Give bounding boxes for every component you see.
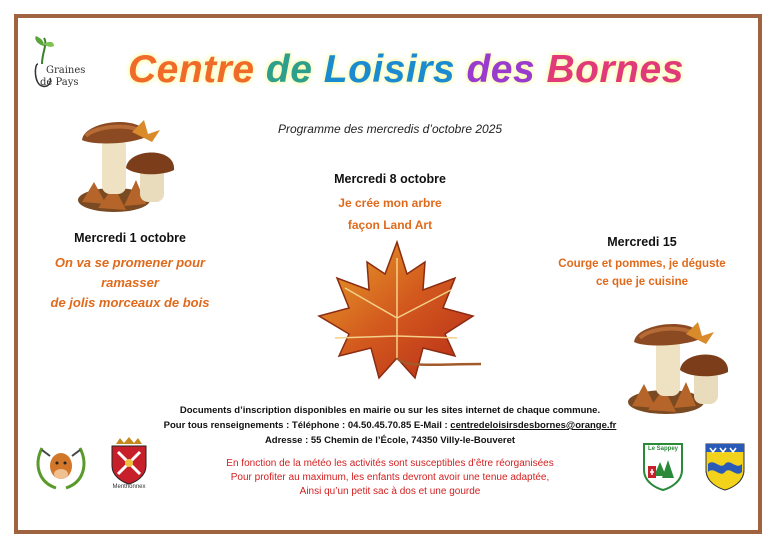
notice-line: En fonction de la météo les activités sont susceptibles d’être réorganisées — [226, 458, 554, 469]
logo-line2: de Pays — [40, 77, 79, 88]
title-word-4: des — [466, 48, 536, 91]
left-day-heading: Mercredi 1 octobre — [74, 231, 186, 245]
center-activity-line: Je crée mon arbre — [338, 196, 442, 210]
page-title — [128, 48, 688, 92]
info-line-1: Documents d’inscription disponibles en mairie ou sur les sites internet de chaque commune. — [179, 405, 601, 416]
logo-line1: Graines — [46, 65, 86, 76]
notice-line: Ainsi qu’un petit sac à dos et une gourde — [299, 486, 481, 497]
mushroom-illustration-left — [74, 112, 184, 217]
graines-de-pays-logo — [32, 34, 102, 94]
title-word-3: Loisirs — [323, 48, 456, 91]
shield-wave-icon — [702, 440, 748, 492]
sappey-label: Le Sappey — [647, 446, 678, 452]
mushroom-illustration-right — [626, 312, 736, 417]
right-day-heading: Mercredi 15 — [607, 235, 677, 249]
maple-leaf-illustration — [305, 238, 485, 400]
center-activity-line: façon Land Art — [347, 218, 433, 232]
left-activity-line: On va se promener pour — [54, 255, 206, 270]
crest-label: Menthonnex — [112, 484, 146, 490]
cow-laurel-logo — [34, 438, 88, 492]
title-word-1: Centre — [128, 48, 255, 91]
left-activity — [30, 253, 230, 313]
email-link[interactable]: centredeloisirsdesbornes@orange.fr — [450, 420, 617, 431]
info-line-3: Adresse : 55 Chemin de l’École, 74350 Villy-le-Bouveret — [264, 435, 516, 446]
shield-crest-icon — [106, 436, 152, 486]
left-activity-line: de jolis morceaux de bois — [50, 295, 210, 310]
mushroom-icon — [626, 312, 736, 417]
center-activity — [290, 192, 490, 236]
maple-leaf-icon — [305, 238, 485, 400]
info-contact: Pour tous renseignements : Téléphone : 04.50.45.70.85 E-Mail : — [163, 420, 451, 431]
cow-head-icon — [34, 438, 88, 492]
title-word-5: Bornes — [546, 48, 684, 91]
right-activity-line: Courge et pommes, je déguste — [558, 258, 726, 270]
notice-line: Pour profiter au maximum, les enfants devront avoir une tenue adaptée, — [230, 472, 550, 483]
menthonnex-crest-logo — [106, 436, 152, 494]
right-activity — [536, 255, 748, 291]
title-word-2: de — [265, 48, 313, 91]
left-activity-line: ramasser — [101, 275, 159, 290]
villy-crest-logo — [702, 440, 748, 492]
mushroom-icon — [74, 112, 184, 217]
sappey-logo — [640, 440, 686, 492]
info-line-2 — [0, 420, 780, 431]
center-day-heading: Mercredi 8 octobre — [334, 172, 446, 186]
right-activity-line: ce que je cuisine — [595, 276, 689, 288]
subtitle: Programme des mercredis d’octobre 2025 — [277, 122, 503, 136]
